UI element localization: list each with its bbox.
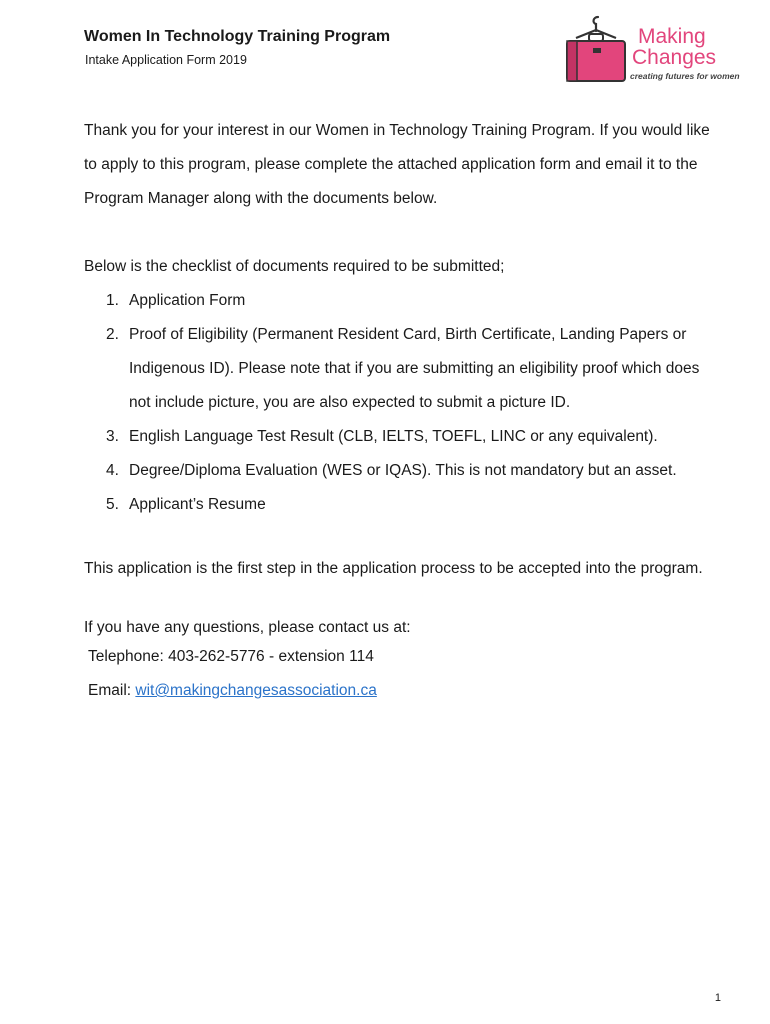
making-changes-logo (562, 14, 740, 86)
logo-tagline: creating futures for women (630, 71, 740, 81)
checklist-item-number: 5. (106, 496, 119, 513)
application-note: This application is the first step in the application process to be accepted into the program. (84, 560, 703, 577)
contact-intro: If you have any questions, please contact us at: (84, 619, 411, 636)
documents-checklist (84, 284, 724, 522)
document-body (84, 114, 724, 708)
email-link[interactable]: wit@makingchangesassociation.ca (135, 682, 377, 699)
checklist-item-number: 1. (106, 292, 119, 309)
briefcase-hanger-icon (562, 14, 632, 86)
checklist-item (84, 420, 724, 454)
checklist-item-number: 2. (106, 326, 119, 343)
checklist-item-number: 3. (106, 428, 119, 445)
checklist-item-text: Degree/Diploma Evaluation (WES or IQAS). This is not mandatory but an asset. (129, 462, 677, 479)
checklist-item-text: Applicant’s Resume (129, 496, 266, 513)
checklist-item-text: English Language Test Result (CLB, IELTS, TOEFL, LINC or any equivalent). (129, 428, 658, 445)
email-line (84, 674, 724, 708)
document-header (84, 27, 390, 69)
email-label: Email: (88, 682, 136, 699)
page-number: 1 (714, 992, 721, 1004)
checklist-item (84, 318, 724, 420)
telephone-line: Telephone: 403-262-5776 - extension 114 (88, 648, 374, 665)
document-title: Women In Technology Training Program (84, 28, 391, 45)
checklist-item (84, 454, 724, 488)
document-subtitle: Intake Application Form 2019 (85, 53, 247, 67)
checklist-item (84, 284, 724, 318)
checklist-item-text: Application Form (129, 292, 246, 309)
checklist-intro: Below is the checklist of documents required to be submitted; (84, 258, 505, 275)
intro-paragraph: Thank you for your interest in our Women in Technology Training Program. If you would like to apply to this program, please complete the attached application form and email it to the Program Manager along with the documents below. (84, 122, 710, 207)
checklist-item-number: 4. (106, 462, 119, 479)
checklist-item-text: Proof of Eligibility (Permanent Resident Card, Birth Certificate, Landing Papers or Indigenous ID). Please note that if you are submitting an eligibility proof which does not include picture, you are also expected to submit a picture ID. (129, 326, 700, 411)
logo-word-making: Making (638, 25, 706, 48)
logo-word-changes: Changes (632, 46, 717, 69)
checklist-item (84, 488, 724, 522)
